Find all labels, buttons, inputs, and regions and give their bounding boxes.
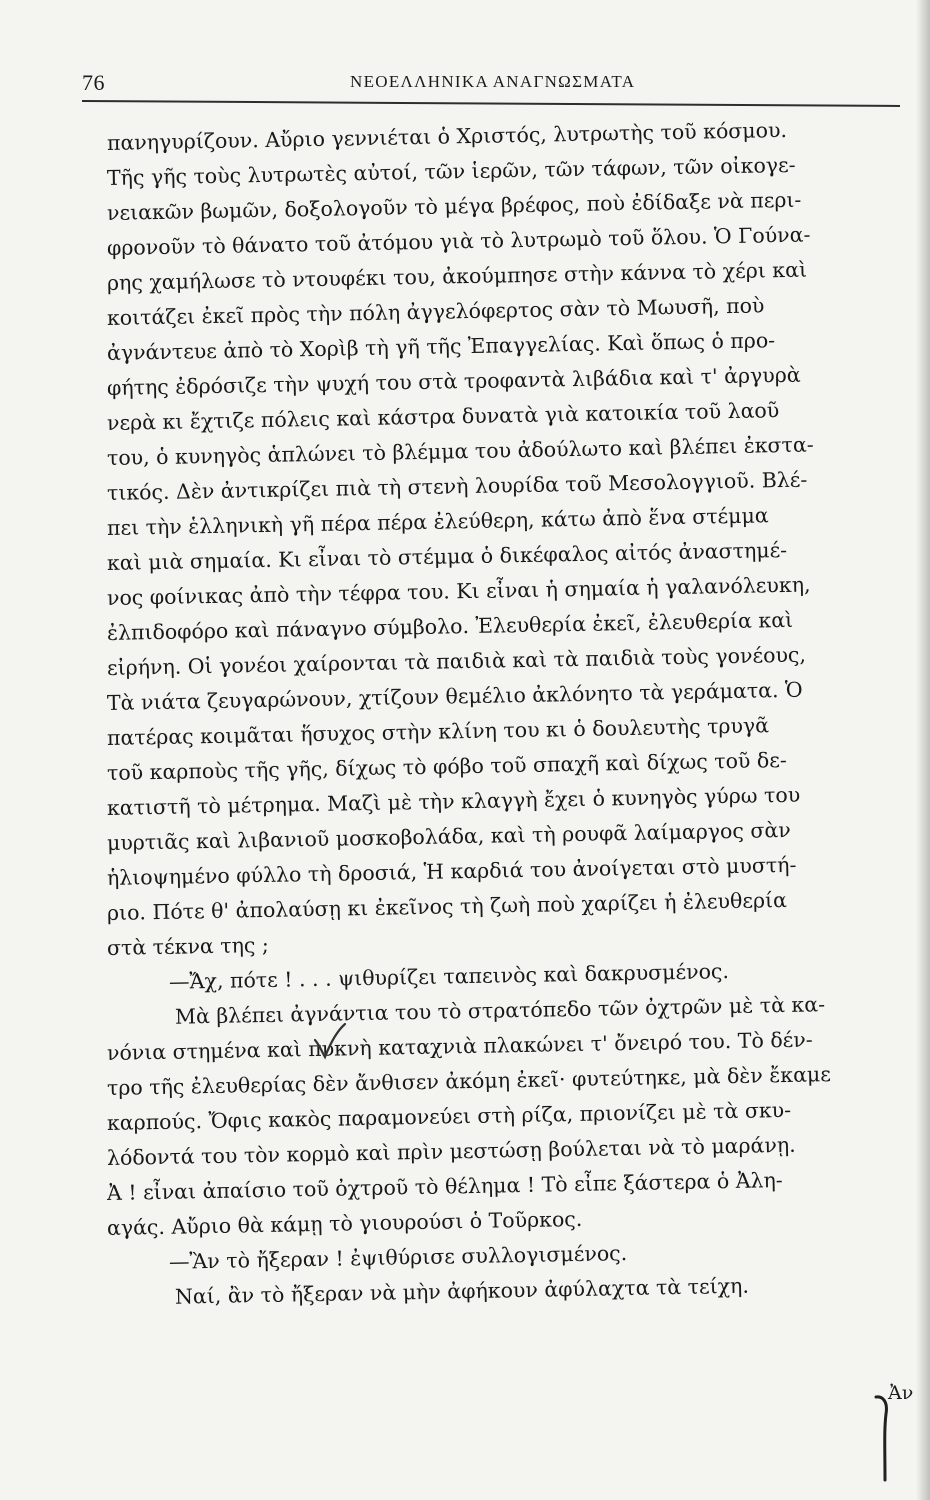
text-line: νερὰ κι ἔχτιζε πόλεις καὶ κάστρα δυνατὰ γιὰ κατοικία τοῦ λαοῦ: [106, 398, 780, 435]
paragraph-start-line: Ναί, ἂν τὸ ἤξεραν νὰ μὴν ἀφήκουν ἀφύλαχτα τὰ τείχη.: [174, 1273, 750, 1309]
text-line: ἀγνάντευε ἀπὸ τὸ Χορὶβ τὴ γῆ τῆς Ἐπαγγελίας. Καὶ ὅπως ὁ προ-: [106, 328, 776, 365]
text-line: νος φοίνικας ἀπὸ τὴν τέφρα του. Κι εἶναι ἡ σημαία ἡ γαλανόλευκη,: [106, 572, 811, 610]
text-line: φήτης ἐδρόσιζε τὴν ψυχή του στὰ τροφαντὰ λιβάδια καὶ τ' ἀργυρὰ: [106, 362, 801, 400]
body-text: [106, 117, 912, 1316]
text-line: Τῆς γῆς τοὺς λυτρωτὲς αὐτοί, τῶν ἱερῶν, τῶν τάφων, τῶν οἰκογε-: [106, 152, 796, 190]
text-line: κατιστῆ τὸ μέτρημα. Μαζὶ μὲ τὴν κλαγγὴ ἔχει ὁ κυνηγὸς γύρω του: [106, 782, 801, 820]
text-line: ριο. Πότε θ' ἀπολαύσῃ κι ἐκεῖνος τὴ ζωὴ ποὺ χαρίζει ἡ ἐλευθερία: [106, 887, 788, 925]
text-line: μυρτιᾶς καὶ λιβανιοῦ μοσκοβολάδα, καὶ τὴ ρουφᾶ λαίμαργος σὰν: [106, 817, 791, 855]
text-line: πατέρας κοιμᾶται ἥσυχος στὴν κλίνη του κι ὁ δουλευτὴς τρυγᾶ: [106, 713, 770, 750]
text-line: αγάς. Αὔριο θὰ κάμῃ τὸ γιουρούσι ὁ Τοῦρκος.: [106, 1206, 583, 1240]
running-title: ΝΕΟΕΛΛΗΝΙΚΑ ΑΝΑΓΝΩΣΜΑΤΑ: [350, 72, 636, 91]
dialogue-line: —Ἄχ, πότε ! . . . ψιθυρίζει ταπεινὸς καὶ δακρυσμένος.: [168, 959, 730, 994]
text-line: τρο τῆς ἐλευθερίας δὲν ἄνθισεν ἀκόμη ἐκεῖ· φυτεύτηκε, μὰ δὲν ἔκαμε: [106, 1062, 832, 1100]
text-line: κοιτάζει ἐκεῖ πρὸς τὴν πόλη ἀγγελόφερτος σὰν τὸ Μωυσῆ, ποὺ: [106, 293, 765, 330]
text-line: καὶ μιὰ σημαία. Κι εἶναι τὸ στέμμα ὁ δικέφαλος αἰτός ἀναστημέ-: [106, 537, 788, 575]
text-line: στὰ τέκνα της ;: [106, 932, 270, 960]
header-rule: [82, 100, 900, 107]
text-line: ἡλιοψημένο φύλλο τὴ δροσιά, Ἡ καρδιά του ἀνοίγεται στὸ μυστή-: [106, 852, 797, 890]
text-line: ἐλπιδοφόρο καὶ πάναγνο σύμβολο. Ἐλευθερία ἐκεῖ, ἐλευθερία καὶ: [106, 607, 794, 645]
text-line: καρπούς. Ὄφις κακὸς παραμονεύει στὴ ρίζα, πριονίζει μὲ τὰ σκυ-: [106, 1097, 792, 1135]
text-line: πει τὴν ἑλληνικὴ γῆ πέρα πέρα ἐλεύθερη, κάτω ἀπὸ ἕνα στέμμα: [106, 503, 769, 540]
page-number: 76: [82, 70, 105, 95]
handwritten-margin-mark: [868, 1392, 902, 1486]
page-header: [82, 64, 902, 98]
text-line: φρονοῦν τὸ θάνατο τοῦ ἀτόμου γιὰ τὸ λυτρωμὸ τοῦ ὅλου. Ὁ Γούνα-: [106, 222, 811, 260]
text-line: του, ὁ κυνηγὸς ἁπλώνει τὸ βλέμμα του ἀδούλωτο καὶ βλέπει ἐκστα-: [106, 432, 814, 470]
text-line: τικός. Δὲν ἀντικρίζει πιὰ τὴ στενὴ λουρίδα τοῦ Μεσολογγιοῦ. Βλέ-: [106, 467, 808, 505]
text-line: τοῦ καρποὺς τῆς γῆς, δίχως τὸ φόβο τοῦ σπαχῆ καὶ δίχως τοῦ δε-: [106, 747, 788, 785]
text-line: Ἀ ! εἶναι ἀπαίσιο τοῦ ὀχτροῦ τὸ θέλημα ! Τὸ εἶπε ξάστερα ὁ Ἀλη-: [106, 1168, 783, 1205]
text-line: πανηγυρίζουν. Αὔριο γεννιέται ὁ Χριστός, λυτρωτὴς τοῦ κόσμου.: [106, 117, 788, 155]
text-line: εἰρήνη. Οἱ γονέοι χαίρονται τὰ παιδιὰ καὶ τὰ παιδιὰ τοὺς γονέους,: [106, 642, 807, 680]
paragraph-start-line: Μὰ βλέπει ἀγνάντια του τὸ στρατόπεδο τῶν ὀχτρῶν μὲ τὰ κα-: [174, 992, 826, 1029]
text-line: νειακῶν βωμῶν, δοξολογοῦν τὸ μέγα βρέφος, ποὺ ἐδίδαξε νὰ περι-: [106, 187, 802, 225]
text-line: νόνια στημένα καὶ πυκνὴ καταχνιὰ πλακώνει τ' ὄνειρό του. Τὸ δέν-: [106, 1027, 813, 1065]
text-line: Τὰ νιάτα ζευγαρώνουν, χτίζουν θεμέλιο ἀκλόνητο τὰ γεράματα. Ὁ: [106, 677, 803, 715]
dialogue-line: —Ἂν τὸ ἤξεραν ! ἐψιθύρισε συλλογισμένος.: [168, 1241, 628, 1274]
page-edge-shadow: [916, 0, 930, 1500]
handwritten-check-mark: [312, 1022, 348, 1060]
text-line: ρης χαμήλωσε τὸ ντουφέκι του, ἀκούμπησε στὴν κάννα τὸ χέρι καὶ: [106, 257, 808, 295]
text-line: λόδοντά του τὸν κορμὸ καὶ πρὶν μεστώσῃ βούλεται νὰ τὸ μαράνῃ.: [106, 1132, 796, 1170]
corner-text-fragment: Ἀν: [888, 1382, 914, 1404]
